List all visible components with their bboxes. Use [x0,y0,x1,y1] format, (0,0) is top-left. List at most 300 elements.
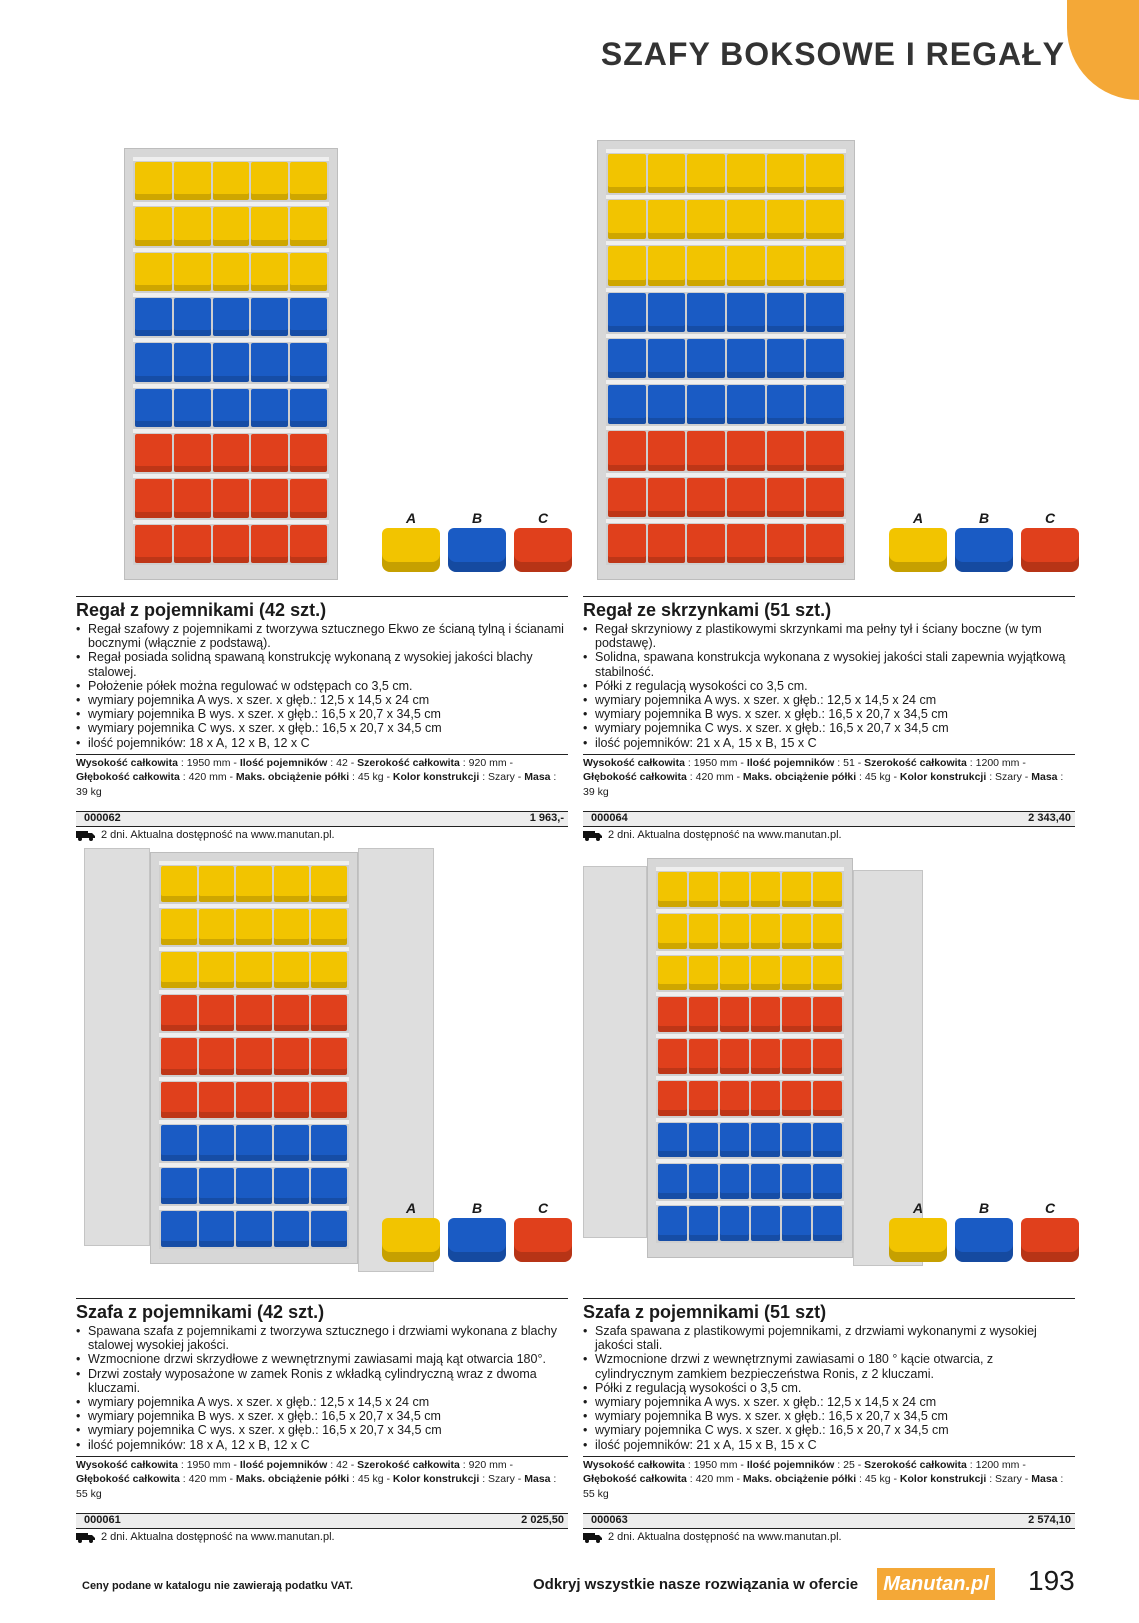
storage-bin [689,872,718,907]
legend-item-b [448,1200,506,1262]
bin-row [608,339,844,378]
storage-bin [290,207,327,245]
storage-bin [689,1123,718,1158]
storage-bin [174,343,211,381]
legend-letter: B [978,510,990,526]
delivery-text: 2 dni. Aktualna dostępność na www.manutan.pl. [608,829,842,842]
shelf [656,1076,844,1080]
feature-item: • wymiary pojemnika A wys. x szer. x głęb.: 12,5 x 14,5 x 24 cm [583,1395,1075,1409]
feature-item: • Solidna, spawana konstrukcja wykonana z wysokiej jakości stali zapewnia wyjątkową stabilność. [583,650,1075,678]
promo-text: Odkryj wszystkie nasze rozwiązania w ofercie [533,1576,859,1593]
storage-bin [687,293,725,332]
bin-legend [889,1200,1079,1262]
storage-bin [199,995,235,1031]
door-cabinet [150,852,358,1264]
storage-bin [161,1168,197,1204]
shelf [606,149,846,153]
storage-bin [311,1082,347,1118]
bin-row [608,431,844,470]
storage-bin [648,478,686,517]
storage-bin [213,389,250,427]
legend-item-c [1021,1200,1079,1262]
shelf [656,1034,844,1038]
storage-bin [290,525,327,563]
feature-list [76,1324,568,1452]
page-title: SZAFY BOKSOWE I REGAŁY [600,36,1065,72]
shelf [656,1201,844,1205]
legend-item-b [955,1200,1013,1262]
storage-bin [658,872,687,907]
storage-bin [251,525,288,563]
feature-item: • ilość pojemników: 21 x A, 15 x B, 15 x C [583,1438,1075,1452]
feature-item: • wymiary pojemnika B wys. x szer. x głęb.: 16,5 x 20,7 x 34,5 cm [583,1409,1075,1423]
storage-bin [687,431,725,470]
storage-bin [199,1168,235,1204]
shelf [656,1159,844,1163]
storage-bin [135,525,172,563]
bin-c-image [514,1218,572,1262]
product-title: Regał ze skrzynkami (51 szt.) [583,596,1075,622]
delivery-info [76,829,568,841]
storage-bin [658,956,687,991]
feature-item: • Szafa spawana z plastikowymi pojemnikami, z drzwiami wykonanymi z wysokiej jakości stali. [583,1324,1075,1352]
price-row [583,1513,1075,1529]
storage-bin [274,866,310,902]
bin-row [608,478,844,517]
storage-bin [274,1082,310,1118]
storage-bin [782,1206,811,1241]
storage-bin [806,154,844,193]
feature-item: • ilość pojemników: 21 x A, 15 x B, 15 x C [583,736,1075,750]
storage-bin [311,909,347,945]
bin-a-image [382,1218,440,1262]
shelf [606,426,846,430]
storage-bin [251,389,288,427]
bin-row [658,914,842,949]
storage-bin [290,343,327,381]
product-card [76,842,568,1543]
storage-bin [720,956,749,991]
storage-bin [767,385,805,424]
storage-bin [813,1123,842,1158]
product-price: 2 343,40 [1028,812,1071,825]
storage-bin [727,246,765,285]
corner-tab [1067,0,1139,100]
storage-bin [251,253,288,291]
storage-bin [689,1081,718,1116]
storage-bin [251,162,288,200]
storage-bin [135,434,172,472]
storage-bin [311,952,347,988]
bin-row [658,1164,842,1199]
bin-row [658,997,842,1032]
storage-bin [290,479,327,517]
feature-item: • Położenie półek można regulować w odstępach co 3,5 cm. [76,679,568,693]
feature-item: • wymiary pojemnika B wys. x szer. x głęb.: 16,5 x 20,7 x 34,5 cm [76,1409,568,1423]
storage-bin [687,339,725,378]
storage-bin [658,1164,687,1199]
storage-bin [236,995,272,1031]
storage-bin [236,1038,272,1074]
legend-letter: A [912,1200,924,1216]
bin-row [161,1211,347,1247]
feature-item: • wymiary pojemnika A wys. x szer. x głęb.: 12,5 x 14,5 x 24 cm [76,693,568,707]
storage-bin [135,479,172,517]
storage-bin [751,1164,780,1199]
legend-item-a [382,1200,440,1262]
storage-bin [720,1164,749,1199]
bin-legend [382,510,572,572]
storage-bin [251,434,288,472]
storage-bin [751,1206,780,1241]
legend-item-b [448,510,506,572]
storage-bin [782,997,811,1032]
storage-bin [727,431,765,470]
bin-row [608,385,844,424]
storage-bin [274,952,310,988]
bin-row [658,872,842,907]
shelf [133,338,329,342]
bin-c-image [1021,1218,1079,1262]
product-card [583,842,1075,1543]
storage-bin [213,253,250,291]
storage-bin [806,293,844,332]
storage-bin [236,1082,272,1118]
storage-bin [687,200,725,239]
storage-bin [648,524,686,563]
storage-bin [813,997,842,1032]
left-door [583,866,647,1238]
storage-bin [720,1039,749,1074]
storage-bin [290,162,327,200]
product-price: 2 574,10 [1028,1514,1071,1527]
shelf [656,909,844,913]
feature-item: • Drzwi zostały wyposażone w zamek Ronis z wkładką cylindryczną wraz z dwoma kluczami. [76,1367,568,1395]
legend-item-c [514,510,572,572]
storage-bin [720,1206,749,1241]
bin-b-image [448,1218,506,1262]
product-code: 000064 [591,812,628,825]
price-row [76,811,568,827]
storage-bin [213,434,250,472]
shelf [133,157,329,161]
shelf [656,992,844,996]
storage-bin [236,909,272,945]
storage-bin [174,434,211,472]
shelf [159,1206,349,1210]
feature-item: • Regał szafowy z pojemnikami z tworzywa sztucznego Ekwo ze ścianą tylną i ścianami bocznymi (włącznie z podstawą). [76,622,568,650]
legend-item-a [889,510,947,572]
storage-bin [806,339,844,378]
storage-bin [161,1211,197,1247]
storage-bin [727,385,765,424]
delivery-info [76,1531,568,1543]
storage-bin [806,431,844,470]
storage-bin [290,434,327,472]
storage-bin [687,478,725,517]
storage-bin [767,154,805,193]
storage-bin [658,1123,687,1158]
storage-bin [251,479,288,517]
product-code: 000061 [84,1514,121,1527]
storage-bin [608,154,646,193]
shelf [656,951,844,955]
legend-letter: C [537,510,549,526]
storage-bin [658,1206,687,1241]
shelf [133,474,329,478]
storage-bin [813,872,842,907]
feature-item: • wymiary pojemnika C wys. x szer. x głęb.: 16,5 x 20,7 x 34,5 cm [583,1423,1075,1437]
bin-row [135,434,327,472]
shelf [606,473,846,477]
bin-row [608,524,844,563]
bin-legend [889,510,1079,572]
storage-bin [727,154,765,193]
bin-a-image [382,528,440,572]
storage-bin [813,1206,842,1241]
legend-letter: B [471,510,483,526]
storage-bin [687,385,725,424]
bin-legend [382,1200,572,1262]
storage-bin [727,478,765,517]
storage-bin [782,1123,811,1158]
bin-a-image [889,528,947,572]
storage-bin [213,343,250,381]
storage-bin [689,956,718,991]
feature-item: • Półki z regulacją wysokości o 3,5 cm. [583,1381,1075,1395]
storage-bin [236,1168,272,1204]
legend-item-c [1021,510,1079,572]
storage-bin [648,246,686,285]
bin-b-image [955,528,1013,572]
storage-bin [767,339,805,378]
feature-item: • Wzmocnione drzwi z wewnętrznymi zawiasami o 180 ° kącie otwarcia, z cylindrycznym zamkiem bezpieczeństwa Ronis, z 2 kluczami. [583,1352,1075,1380]
storage-bin [751,872,780,907]
storage-bin [199,952,235,988]
storage-bin [161,1125,197,1161]
shelf [133,384,329,388]
legend-letter: C [1044,510,1056,526]
bin-row [135,162,327,200]
delivery-info [583,829,1075,841]
truck-icon [583,830,603,841]
storage-bin [648,293,686,332]
storage-bin [174,162,211,200]
bin-row [161,909,347,945]
storage-bin [135,298,172,336]
product-card [76,132,568,841]
spec-summary: Wysokość całkowita : 1950 mm - Ilość pojemników : 25 - Szerokość całkowita : 1200 mm - Głębokość całkowita : 420 mm - Maks. obciążenie półki : 45 kg - Kolor konstrukcji : Szary - Masa : 55 kg [583,1456,1075,1502]
storage-bin [658,1081,687,1116]
storage-bin [161,1082,197,1118]
bin-b-image [955,1218,1013,1262]
legend-letter: B [471,1200,483,1216]
truck-icon [76,830,96,841]
storage-bin [174,389,211,427]
shelf [159,861,349,865]
storage-bin [290,253,327,291]
bin-row [135,207,327,245]
feature-item: • wymiary pojemnika C wys. x szer. x głęb.: 16,5 x 20,7 x 34,5 cm [583,721,1075,735]
bin-row [135,298,327,336]
storage-bin [161,866,197,902]
storage-bin [199,1082,235,1118]
storage-bin [767,293,805,332]
price-row [583,811,1075,827]
storage-bin [213,479,250,517]
storage-bin [199,909,235,945]
legend-item-a [382,510,440,572]
storage-bin [236,952,272,988]
storage-bin [161,909,197,945]
storage-bin [720,997,749,1032]
storage-bin [751,1081,780,1116]
feature-item: • wymiary pojemnika C wys. x szer. x głęb.: 16,5 x 20,7 x 34,5 cm [76,1423,568,1437]
storage-bin [311,1038,347,1074]
legend-letter: C [1044,1200,1056,1216]
shelf [133,248,329,252]
shelf [133,429,329,433]
storage-bin [236,866,272,902]
bin-row [161,866,347,902]
storage-bin [236,1211,272,1247]
storage-bin [274,1168,310,1204]
storage-bin [311,1168,347,1204]
storage-bin [161,952,197,988]
storage-bin [806,524,844,563]
shelf [606,288,846,292]
storage-bin [199,1038,235,1074]
storage-bin [199,1211,235,1247]
storage-bin [806,385,844,424]
product-title: Szafa z pojemnikami (51 szt) [583,1298,1075,1324]
legend-item-c [514,1200,572,1262]
feature-item: • wymiary pojemnika A wys. x szer. x głęb.: 12,5 x 14,5 x 24 cm [76,1395,568,1409]
storage-bin [751,1039,780,1074]
price-row [76,1513,568,1529]
storage-bin [813,914,842,949]
product-card [583,132,1075,841]
bin-row [658,1206,842,1241]
shelf [159,1033,349,1037]
storage-bin [689,1206,718,1241]
feature-item: • wymiary pojemnika B wys. x szer. x głęb.: 16,5 x 20,7 x 34,5 cm [583,707,1075,721]
storage-bin [251,343,288,381]
spec-summary: Wysokość całkowita : 1950 mm - Ilość pojemników : 51 - Szerokość całkowita : 1200 mm - Głębokość całkowita : 420 mm - Maks. obciążenie półki : 45 kg - Kolor konstrukcji : Szary - Masa : 39 kg [583,754,1075,800]
legend-letter: C [537,1200,549,1216]
feature-item: • ilość pojemników: 18 x A, 12 x B, 12 x C [76,736,568,750]
legend-letter: A [405,510,417,526]
storage-bin [135,343,172,381]
bin-row [135,525,327,563]
legend-letter: A [912,510,924,526]
shelf [159,904,349,908]
storage-bin [813,1164,842,1199]
storage-bin [213,162,250,200]
product-code: 000062 [84,812,121,825]
vat-note: Ceny podane w katalogu nie zawierają podatku VAT. [82,1580,353,1592]
legend-item-b [955,510,1013,572]
shelf-cabinet [597,140,855,580]
storage-bin [782,1039,811,1074]
bin-c-image [1021,528,1079,572]
shelf [159,1077,349,1081]
storage-bin [813,1081,842,1116]
bin-row [608,293,844,332]
feature-item: • wymiary pojemnika B wys. x szer. x głęb.: 16,5 x 20,7 x 34,5 cm [76,707,568,721]
product-photo [583,842,1075,1294]
storage-bin [813,1039,842,1074]
storage-bin [658,914,687,949]
storage-bin [311,866,347,902]
storage-bin [720,872,749,907]
bin-row [658,1123,842,1158]
storage-bin [782,914,811,949]
storage-bin [274,909,310,945]
shelf [656,867,844,871]
storage-bin [658,997,687,1032]
bin-row [608,200,844,239]
storage-bin [751,914,780,949]
feature-item: • Wzmocnione drzwi skrzydłowe z wewnętrznymi zawiasami mają kąt otwarcia 180°. [76,1352,568,1366]
storage-bin [161,995,197,1031]
delivery-info [583,1531,1075,1543]
shelf [606,334,846,338]
storage-bin [806,478,844,517]
bin-row [161,1168,347,1204]
storage-bin [689,1164,718,1199]
bin-row [161,952,347,988]
spec-summary: Wysokość całkowita : 1950 mm - Ilość pojemników : 42 - Szerokość całkowita : 920 mm - Głębokość całkowita : 420 mm - Maks. obciążenie półki : 45 kg - Kolor konstrukcji : Szary - Masa : 39 kg [76,754,568,800]
shelf [159,990,349,994]
bin-a-image [889,1218,947,1262]
storage-bin [689,914,718,949]
storage-bin [174,207,211,245]
manutan-logo[interactable]: Manutan.pl [877,1568,995,1600]
storage-bin [727,339,765,378]
storage-bin [687,524,725,563]
storage-bin [720,1081,749,1116]
legend-letter: B [978,1200,990,1216]
storage-bin [174,253,211,291]
delivery-text: 2 dni. Aktualna dostępność na www.manutan.pl. [101,1531,335,1544]
product-photo [583,132,1075,592]
storage-bin [658,1039,687,1074]
storage-bin [751,997,780,1032]
storage-bin [608,524,646,563]
product-code: 000063 [591,1514,628,1527]
feature-item: • ilość pojemników: 18 x A, 12 x B, 12 x C [76,1438,568,1452]
storage-bin [608,339,646,378]
storage-bin [767,431,805,470]
bin-row [608,246,844,285]
bin-row [161,1082,347,1118]
storage-bin [727,293,765,332]
storage-bin [213,525,250,563]
feature-item: • Regał skrzyniowy z plastikowymi skrzynkami ma pełny tył i ściany boczne (w tym podstawę). [583,622,1075,650]
legend-letter: A [405,1200,417,1216]
spec-summary: Wysokość całkowita : 1950 mm - Ilość pojemników : 42 - Szerokość całkowita : 920 mm - Głębokość całkowita : 420 mm - Maks. obciążenie półki : 45 kg - Kolor konstrukcji : Szary - Masa : 55 kg [76,1456,568,1502]
storage-bin [813,956,842,991]
storage-bin [648,385,686,424]
storage-bin [648,339,686,378]
bin-c-image [514,528,572,572]
shelf [159,947,349,951]
storage-bin [687,246,725,285]
bin-row [658,1081,842,1116]
storage-bin [751,1123,780,1158]
product-title: Szafa z pojemnikami (42 szt.) [76,1298,568,1324]
